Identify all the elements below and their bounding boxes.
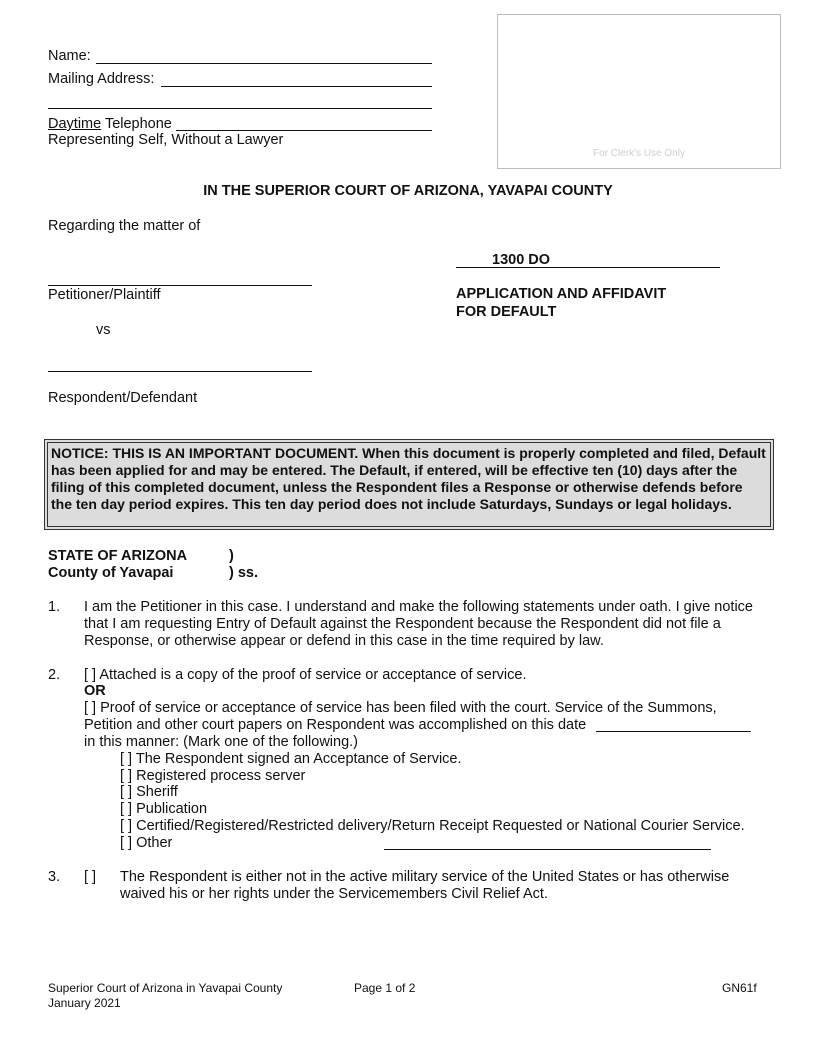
footer-page-number: Page 1 of 2: [354, 981, 416, 995]
clerk-use-box: [497, 14, 781, 169]
checkbox-proof-filed[interactable]: [ ]: [84, 700, 97, 716]
daytime-telephone-label: Daytime Telephone: [48, 116, 172, 132]
respondent-label: Respondent/Defendant: [48, 390, 198, 406]
clerk-use-label: For Clerk's Use Only: [593, 148, 685, 159]
item-3-number: 3.: [48, 869, 61, 885]
item-1-number: 1.: [48, 599, 61, 615]
mailing-address-label: Mailing Address:: [48, 71, 155, 87]
item-2-option-b: [ ] Proof of service or acceptance of service has been filed with the court. Service of the Summons, Petition and other court papers on Respondent was accomplished on this date: [84, 700, 717, 733]
mailing-address-field[interactable]: [161, 86, 432, 87]
venue-state: STATE OF ARIZONA: [48, 548, 188, 564]
petitioner-name-field[interactable]: [48, 285, 312, 286]
method-certified: [ ] Certified/Registered/Restricted delivery/Return Receipt Requested or National Courier Service.: [120, 818, 745, 834]
case-number-field[interactable]: [456, 267, 720, 268]
checkbox-sheriff[interactable]: [ ]: [120, 784, 133, 800]
method-publication: [ ] Publication: [120, 801, 208, 817]
checkbox-other[interactable]: [ ]: [120, 835, 133, 851]
notice-text: NOTICE: THIS IS AN IMPORTANT DOCUMENT. When this document is properly completed and filed, Default has been applied for and may be entered. The Default, if entered, will be effective ten (10) days after the filing of this completed document, unless the Respondent files a Response or otherwise defends before the ten day period expires. This ten day period does not include Saturdays, Sundays or legal holidays.: [47, 442, 771, 527]
footer-date: January 2021: [48, 996, 121, 1010]
case-number: 1300 DO: [492, 252, 551, 268]
document-title-line1: APPLICATION AND AFFIDAVIT: [456, 286, 667, 302]
representing-self-label: Representing Self, Without a Lawyer: [48, 132, 284, 148]
checkbox-publication[interactable]: [ ]: [120, 801, 133, 817]
item-2-number: 2.: [48, 667, 61, 683]
vs-label: vs: [96, 322, 111, 338]
venue-county: County of Yavapai: [48, 565, 174, 581]
other-method-field[interactable]: [384, 849, 711, 850]
service-date-field[interactable]: [596, 731, 751, 732]
name-label: Name:: [48, 48, 91, 64]
court-title: IN THE SUPERIOR COURT OF ARIZONA, YAVAPAI COUNTY: [203, 183, 613, 199]
checkbox-attached-proof[interactable]: [ ]: [84, 667, 97, 683]
checkbox-certified[interactable]: [ ]: [120, 818, 133, 834]
footer-form-code: GN61f: [722, 981, 757, 995]
checkbox-process-server[interactable]: [ ]: [120, 768, 133, 784]
daytime-telephone-field[interactable]: [176, 130, 432, 131]
item-3-text: The Respondent is either not in the active military service of the United States or has otherwise waived his or her rights under the Servicemembers Civil Relief Act.: [120, 869, 730, 902]
notice-box: [44, 439, 774, 530]
mailing-address-field-line2[interactable]: [48, 108, 432, 109]
document-title-line2: FOR DEFAULT: [456, 304, 557, 320]
method-process-server: [ ] Registered process server: [120, 768, 306, 784]
footer-court: Superior Court of Arizona in Yavapai County: [48, 981, 283, 995]
item-1-text: I am the Petitioner in this case. I understand and make the following statements under oath. I give notice that I am requesting Entry of Default against the Respondent because the Respondent did not file a Response, or otherwise appear or defend in this case in the time required by law.: [84, 599, 753, 649]
or-label: OR: [84, 683, 106, 699]
item-2-option-a: [ ] Attached is a copy of the proof of service or acceptance of service.: [84, 667, 527, 683]
checkbox-military-status[interactable]: [ ]: [84, 869, 97, 885]
method-acceptance: [ ] The Respondent signed an Acceptance of Service.: [120, 751, 462, 767]
method-other: [ ] Other: [120, 835, 173, 851]
method-sheriff: [ ] Sheriff: [120, 784, 178, 800]
venue-county-ss: ) ss.: [229, 565, 259, 581]
regarding-matter-label: Regarding the matter of: [48, 218, 201, 234]
manner-instruction: in this manner: (Mark one of the following.): [84, 734, 359, 750]
name-field[interactable]: [96, 63, 432, 64]
venue-state-paren: ): [229, 548, 234, 564]
respondent-name-field[interactable]: [48, 371, 312, 372]
checkbox-acceptance[interactable]: [ ]: [120, 751, 133, 767]
petitioner-label: Petitioner/Plaintiff: [48, 287, 161, 303]
